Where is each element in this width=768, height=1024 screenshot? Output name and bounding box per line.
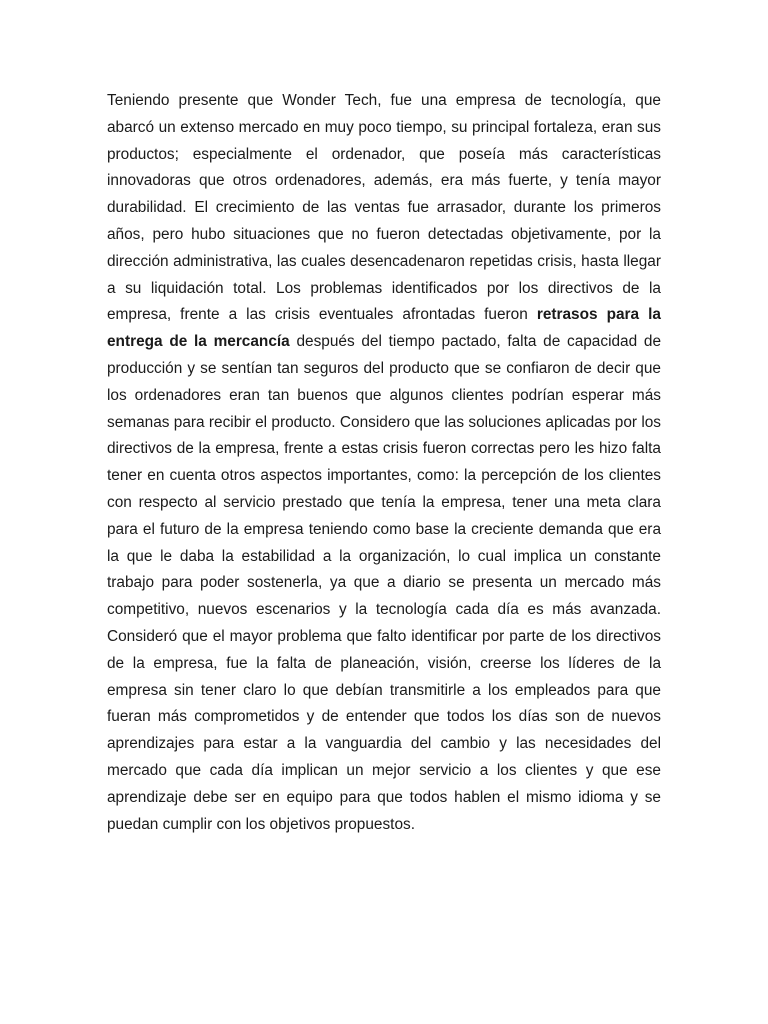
- body-paragraph: [107, 88, 661, 838]
- paragraph-bold-emphasis: retrasos para la entrega de la mercancía: [107, 306, 661, 351]
- paragraph-text-end: después del tiempo pactado, falta de capacidad de producción y se sentían tan seguros del producto que se confiaron de decir que los ordenadores eran tan buenos que algunos clientes podrían esperar más semanas para recibir el producto. Considero que las soluciones aplicadas por los directivos de la empresa, frente a estas crisis fueron correctas pero les hizo falta tener en cuenta otros aspectos importantes, como: la percepción de los clientes con respecto al servicio prestado que tenía la empresa, tener una meta clara para el futuro de la empresa teniendo como base la creciente demanda que era la que le daba la estabilidad a la organización, lo cual implica un constante trabajo para poder sostenerla, ya que a diario se presenta un mercado más competitivo, nuevos escenarios y la tecnología cada día es más avanzada. Consideró que el mayor problema que falto identificar por parte de los directivos de la empresa, fue la falta de planeación, visión, creerse los líderes de la empresa sin tener claro lo que debían transmitirle a los empleados para que fueran más comprometidos y de entender que todos los días son de nuevos aprendizajes para estar a la vanguardia del cambio y las necesidades del mercado que cada día implican un mejor servicio a los clientes y que ese aprendizaje debe ser en equipo para que todos hablen el mismo idioma y se puedan cumplir con los objetivos propuestos.: [107, 333, 662, 833]
- paragraph-text-start: Teniendo presente que Wonder Tech, fue una empresa de tecnología, que abarcó un extenso mercado en muy poco tiempo, su principal fortaleza, eran sus productos; especialmente el ordenador, que poseía más características innovadoras que otros ordenadores, además, era más fuerte, y tenía mayor durabilidad. El crecimiento de las ventas fue arrasador, durante los primeros años, pero hubo situaciones que no fueron detectadas objetivamente, por la dirección administrativa, las cuales desencadenaron repetidas crisis, hasta llegar a su liquidación total. Los problemas identificados por los directivos de la empresa, frente a las crisis eventuales afrontadas fueron: [107, 92, 661, 324]
